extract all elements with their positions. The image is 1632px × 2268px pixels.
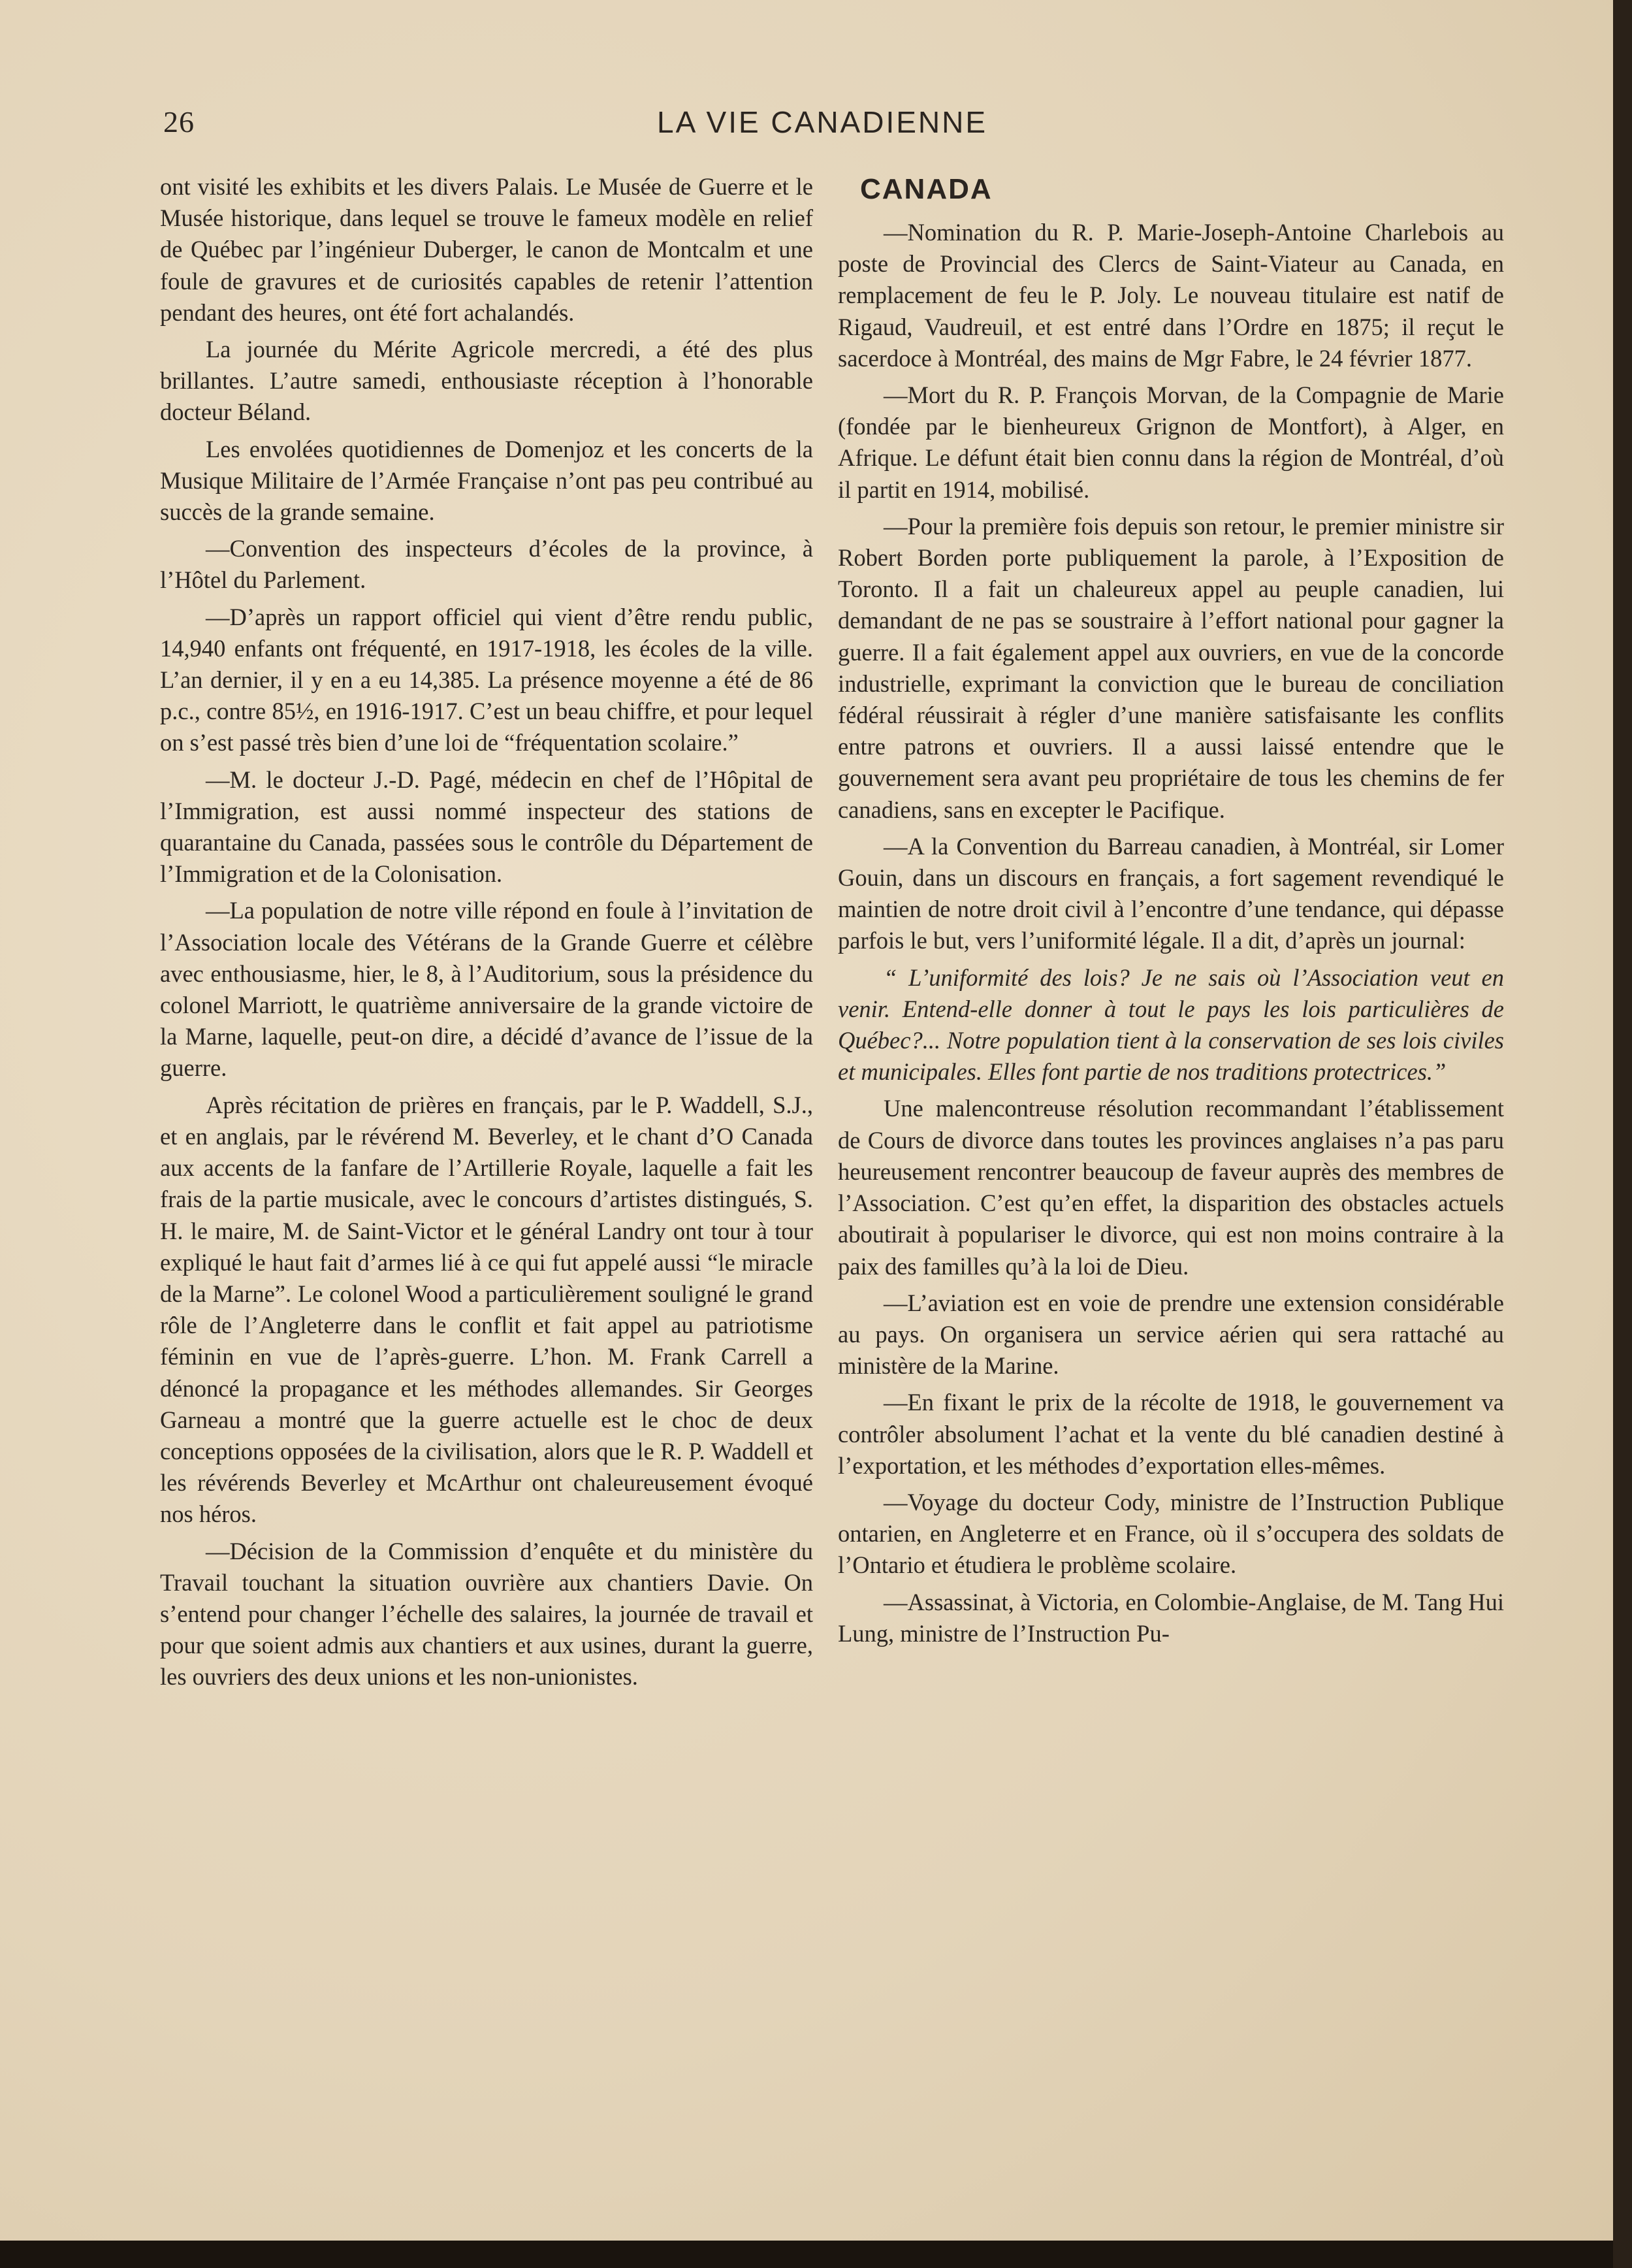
page-header <box>163 105 1051 150</box>
paragraph: —D’après un rapport officiel qui vient d’être rendu public, 14,940 enfants ont fréquenté, en 1917-1918, les écoles de la ville. L’an dernier, il y en a eu 14,385. La présence moyenne a été de 86 p.c., contre 85½, en 1916-1917. C’est un beau chiffre, et pour lequel on s’est passé très bien d’une loi de “fréquentation scolaire.” <box>160 603 813 756</box>
paragraph: —Convention des inspecteurs d’écoles de la province, à l’Hôtel du Parlement. <box>160 535 813 594</box>
paragraph: Après récitation de prières en français, par le P. Waddell, S.J., et en anglais, par le révérend M. Beverley, et le chant d’O Canada aux accents de la fanfare de l’Artillerie Royale, laquelle a fait les frais de la partie musicale, avec le concours d’artistes distingués, S. H. le maire, M. de Saint-Victor et le général Landry ont tour à tour expliqué le haut fait d’armes lié à ce qui fut appelé aussi “le miracle de la Marne”. Le colonel Wood a particulièrement souligné le grand rôle de l’Angleterre dans le conflit et fait appel au patriotisme féminin en vue de l’après-guerre. L’hon. M. Frank Carrell a dénoncé la propagance et les méthodes allemandes. Sir Georges Garneau a montré que la guerre actuelle est le choc de deux conceptions opposées de la civilisation, alors que le R. P. Waddell et les révérends Beverley et McArthur ont chaleureusement évoqué nos héros. <box>160 1091 813 1528</box>
paragraph: —Voyage du docteur Cody, ministre de l’Instruction Publique ontarien, en Angleterre et en France, où il s’occupera des soldats de l’Ontario et étudiera le problème scolaire. <box>838 1488 1504 1579</box>
paragraph: —A la Convention du Barreau canadien, à Montréal, sir Lomer Gouin, dans un discours en français, a fort sagement revendiqué le maintien de notre droit civil à l’encontre d’une tendance, qui dépasse parfois le but, vers l’uniformité légale. Il a dit, d’après un journal: <box>838 832 1504 954</box>
page-number: 26 <box>163 105 195 138</box>
paragraph: —Mort du R. P. François Morvan, de la Compagnie de Marie (fondée par le bienheureux Grignon de Montfort), à Alger, en Afrique. Le défunt était bien connu dans la région de Montréal, d’où il partit en 1914, mobilisé. <box>838 381 1504 503</box>
paragraph: —M. le docteur J.-D. Pagé, médecin en chef de l’Hôpital de l’Immigration, est aussi nommé inspecteur des stations de quarantaine du Canada, passées sous le contrôle du Département de l’Immigration et de la Colonisation. <box>160 766 813 888</box>
paragraph: —L’aviation est en voie de prendre une extension considérable au pays. On organisera un service aérien qui sera rattaché au ministère de la Marine. <box>838 1289 1504 1380</box>
paragraph: —Pour la première fois depuis son retour, le premier ministre sir Robert Borden porte publiquement la parole, à l’Exposition de Toronto. Il a fait un chaleureux appel au peuple canadien, lui demandant de ne pas se soustraire à l’effort national pour gagner la guerre. Il a fait également appel aux ouvriers, en vue de la concorde industrielle, exprimant la conviction que le bureau de conciliation fédéral réussirait à régler d’une manière satisfaisante les conflits entre patrons et ouvriers. Il a aussi laissé entendre que le gouvernement sera avant peu propriétaire de tous les chemins de fer canadiens, sans en excepter le Pacifique. <box>838 512 1504 823</box>
paragraph: Les envolées quotidiennes de Domenjoz et les concerts de la Musique Militaire de l’Armée Française n’ont pas peu contribué au succès de la grande semaine. <box>160 435 813 526</box>
paragraph: Une malencontreuse résolution recommandant l’établissement de Cours de divorce dans toutes les provinces anglaises n’a pas paru heureusement rencontrer beaucoup de faveur auprès des membres de l’Association. C’est qu’en effet, la disparition des obstacles actuels aboutirait à populariser le divorce, qui est non moins contraire à la paix des familles qu’à la loi de Dieu. <box>838 1095 1504 1280</box>
paragraph: —Assassinat, à Victoria, en Colombie-Anglaise, de M. Tang Hui Lung, ministre de l’Instruction Pu- <box>838 1588 1504 1647</box>
scan-edge <box>0 2241 1613 2268</box>
left-column <box>160 171 813 1693</box>
paragraph: —Nomination du R. P. Marie-Joseph-Antoine Charlebois au poste de Provincial des Clercs de Saint-Viateur au Canada, en remplacement de feu le P. Joly. Le nouveau titulaire est natif de Rigaud, Vaudreuil, et est entré dans l’Ordre en 1875; il reçut le sacerdoce à Montréal, des mains de Mgr Fabre, le 24 février 1877. <box>838 219 1504 372</box>
paragraph: —En fixant le prix de la récolte de 1918, le gouvernement va contrôler absolument l’achat et la vente du blé canadien destiné à l’exportation, et les méthodes d’exportation elles-mêmes. <box>838 1389 1504 1479</box>
paragraph: —La population de notre ville répond en foule à l’invitation de l’Association locale des Vétérans de la Grande Guerre et célèbre avec enthousiasme, hier, le 8, à l’Auditorium, sous la présidence du colonel Marriott, le quatrième anniversaire de la grande victoire de la Marne, laquelle, peut-on dire, a décidé d’avance de l’issue de la guerre. <box>160 897 813 1082</box>
running-title: LA VIE CANADIENNE <box>657 105 988 139</box>
paragraph: —Décision de la Commission d’enquête et du ministère du Travail touchant la situation ouvrière aux chantiers Davie. On s’entend pour changer l’échelle des salaires, la journée de travail et pour que soient admis aux chantiers et aux usines, durant la guerre, les ouvriers des deux unions et les non-unionistes. <box>160 1537 813 1691</box>
quotation: “ L’uniformité des lois? Je ne sais où l’Association veut en venir. Entend-elle donner à tout le pays les lois particulières de Québec?... Notre population tient à la conservation de ses lois civiles et municipales. Elles font partie de nos traditions protectrices.” <box>838 964 1504 1086</box>
right-column <box>838 171 1504 1649</box>
paragraph: La journée du Mérite Agricole mercredi, a été des plus brillantes. L’autre samedi, enthousiaste réception à l’honorable docteur Béland. <box>160 336 813 426</box>
section-heading: CANADA <box>860 173 993 205</box>
paragraph: ont visité les exhibits et les divers Palais. Le Musée de Guerre et le Musée historique, dans lequel se trouve le fameux modèle en relief de Québec par l’ingénieur Duberger, le canon de Montcalm et une foule de gravures et de curiosités capables de retenir l’attention pendant des heures, ont été fort achalandés. <box>160 173 813 326</box>
